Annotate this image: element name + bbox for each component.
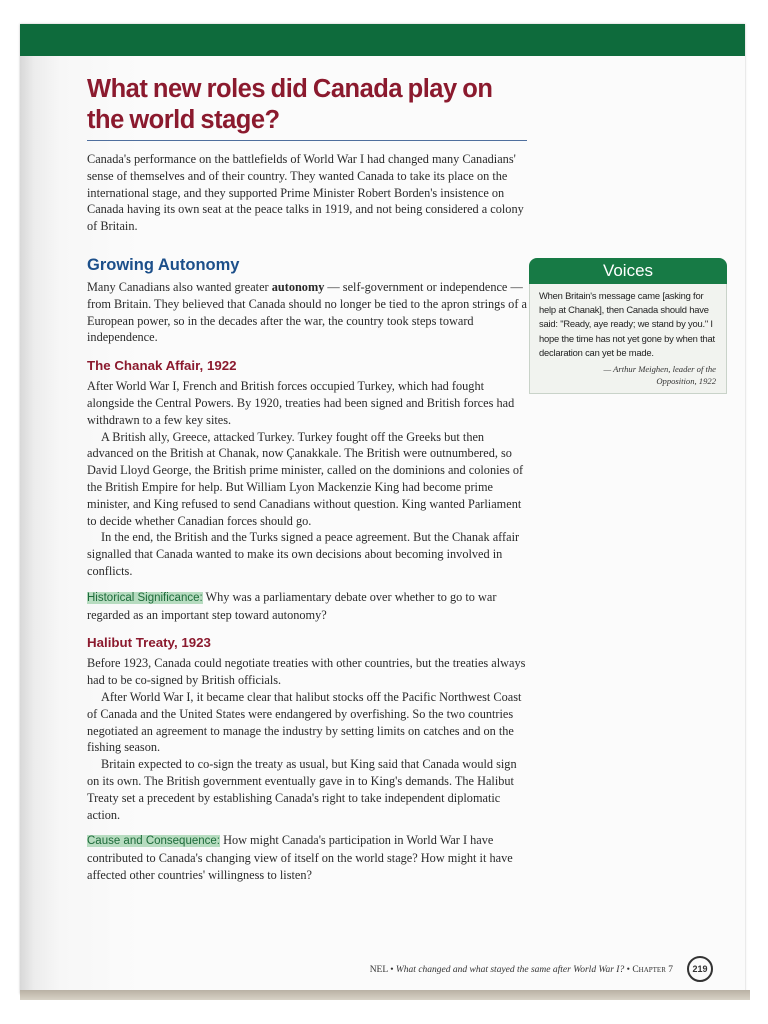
page-title: What new roles did Canada play on the world stage? [87, 75, 493, 134]
title-rule [87, 140, 527, 141]
voices-attribution-line-1: — Arthur Meighen, leader of the [603, 364, 716, 375]
chanak-paragraph-1: After World War I, French and British forces occupied Turkey, which had fought alongside the Central Powers. By 1920, treaties had been signed and British forces had withdrawn to a few key sites. [87, 379, 515, 427]
subheading-chanak-affair: The Chanak Affair, 1922 [87, 358, 237, 374]
voices-quote: When Britain's message came [asking for help at Chanak], then Canada should have said: "Ready, aye ready; we stand by you." I hope the time has not yet gone by when that declaration can yet be made. [539, 290, 715, 358]
halibut-paragraph-1: Before 1923, Canada could negotiate treaties with other countries, but the treaties always had to be co-signed by British officials. [87, 656, 526, 688]
cause-consequence-question [87, 832, 527, 883]
cause-consequence-text: How might Canada's participation in World War I have contributed to Canada's changing view of itself on the world stage? How might it have affected other countries' willingness to listen? [87, 833, 513, 882]
main-column [87, 74, 527, 884]
voices-heading: Voices [529, 258, 727, 284]
footer-text [370, 965, 673, 975]
footer-bullet-1: • [390, 965, 394, 975]
halibut-paragraph-2: After World War I, it became clear that halibut stocks off the Pacific Northwest Coast of Canada and the United States were endangered by overfishing. So the two countries negotiated an agreement to manage the industry by setting limits on catches and on the fishing season. [87, 689, 522, 755]
subheading-halibut-treaty: Halibut Treaty, 1923 [87, 635, 211, 651]
footer-bullet-2: • [626, 965, 630, 975]
footer-chapter-question: What changed and what stayed the same after World War I? [395, 965, 625, 975]
cause-consequence-label: Cause and Consequence: [87, 835, 220, 848]
section-heading-growing-autonomy: Growing Autonomy [87, 255, 240, 274]
top-color-band [20, 24, 745, 56]
voices-sidebar [529, 258, 727, 426]
autonomy-text-after: — self-government or independence — from Britain. They believed that Canada should no longer be tied to the apron strings of a European power, so in the decades after the war, the country took steps toward independence. [87, 279, 527, 345]
halibut-paragraph-3: Britain expected to co-sign the treaty as usual, but King said that Canada would sign on its own. The British government eventually gave in to King's demands. The Halibut Treaty set a precedent by establishing Canada's right to take independent diplomatic action. [87, 757, 517, 822]
voices-body [529, 284, 727, 394]
footer-chapter: Chapter 7 [632, 965, 673, 975]
autonomy-keyword: autonomy [271, 279, 325, 294]
footer-publisher: NEL [369, 965, 388, 975]
intro-paragraph: Canada's performance on the battlefields of World War I had changed many Canadians' sense of themselves and of their country. They wanted Canada to take its place on the international stage, and they supported Prime Minister Robert Borden's insistence on Canada having its own seat at the peace talks in 1919, and not being considered a colony of Britain. [87, 152, 524, 234]
chanak-paragraph-2: A British ally, Greece, attacked Turkey. Turkey fought off the Greeks but then advanced on the British at Chanak, now Çanakkale. The British were outnumbered, so David Lloyd George, the British prime minister, called on the dominions and colonies of the British Empire for help. But William Lyon Mackenzie King had become prime minister, and King refused to send Canadians without question. King wanted Parliament to decide whether Canadian forces should go. [87, 429, 524, 528]
voices-attribution-line-2: Opposition, 1922 [656, 375, 716, 386]
autonomy-paragraph [87, 279, 527, 346]
page-bottom-edge [20, 990, 750, 1000]
historical-significance-question [87, 589, 527, 624]
voices-attribution [539, 364, 718, 387]
book-page [20, 24, 745, 994]
autonomy-text-before: Many Canadians also wanted greater [87, 279, 272, 294]
historical-significance-label: Historical Significance: [87, 591, 203, 604]
page-number: 219 [687, 956, 713, 982]
chanak-paragraph-3: In the end, the British and the Turks signed a peace agreement. But the Chanak affair signalled that Canada wanted to make its own decisions about becoming involved in conflicts. [87, 530, 520, 578]
page-footer [275, 956, 715, 984]
historical-significance-text: Why was a parliamentary debate over whether to go to war regarded as an important step toward autonomy? [87, 589, 497, 622]
